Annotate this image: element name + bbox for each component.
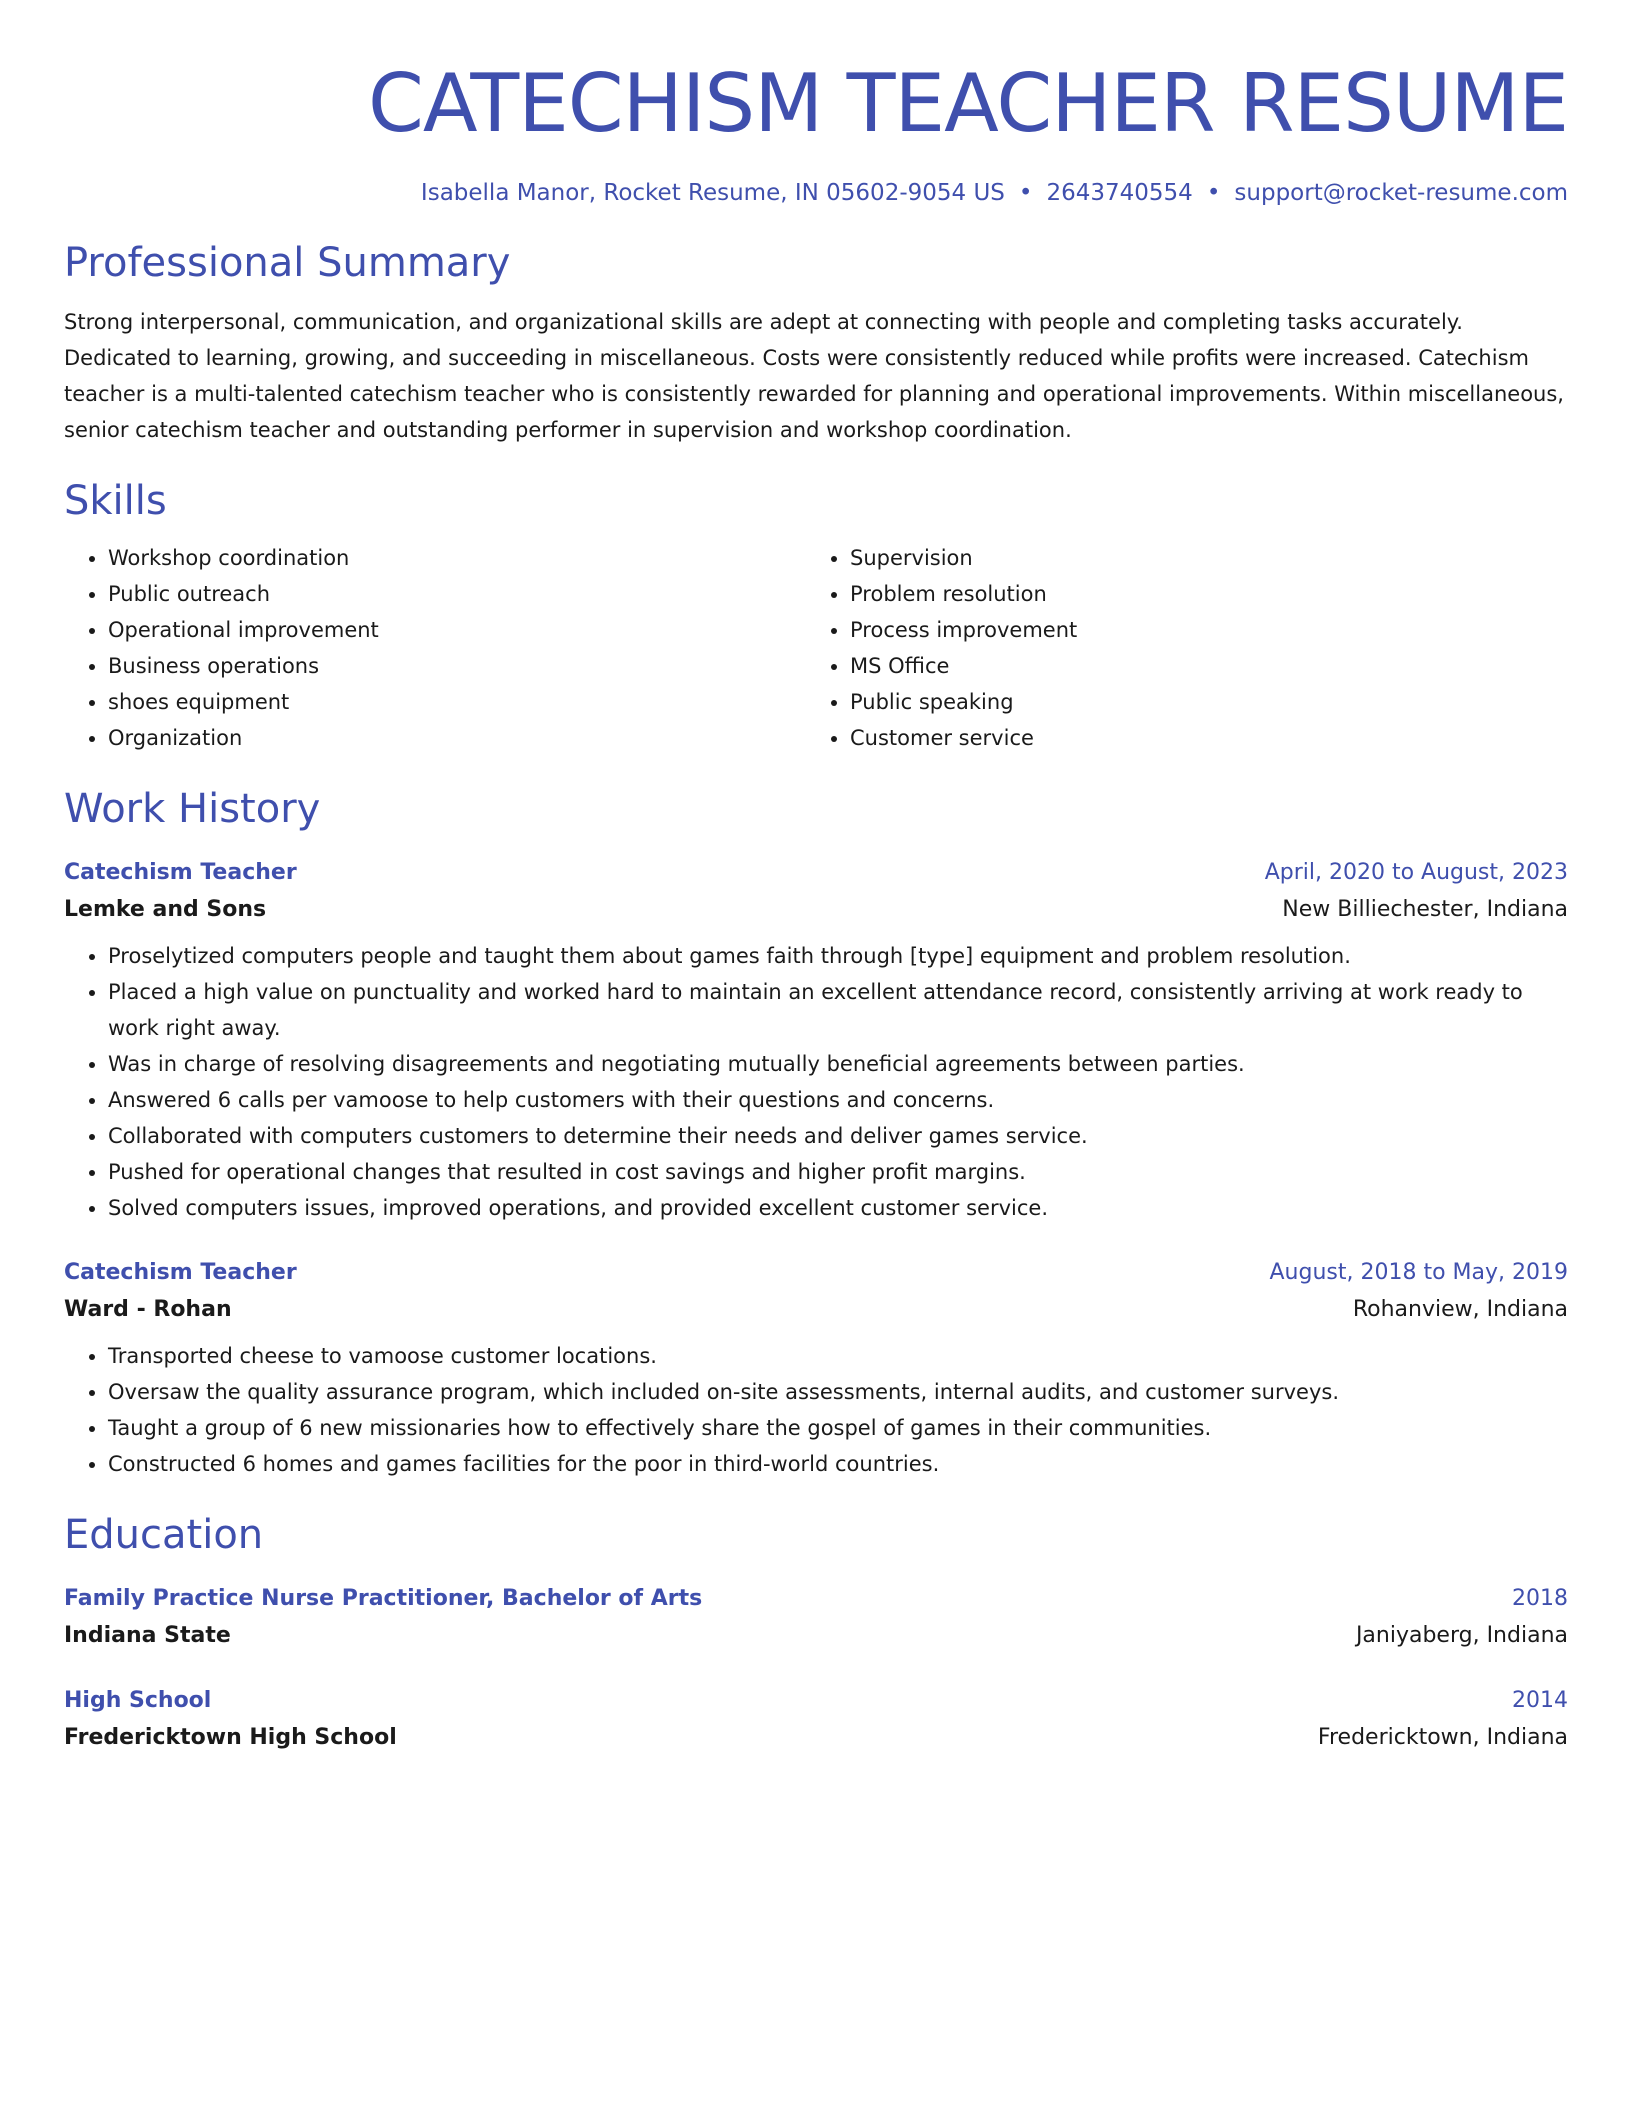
contact-email: support@rocket-resume.com: [1234, 180, 1568, 206]
job-bullet: • Answered 6 calls per vamoose to help customers with their questions and concerns.: [108, 1082, 1568, 1118]
skill-item: • MS Office: [850, 648, 1548, 684]
skill-item: • shoes equipment: [108, 684, 806, 720]
education-year: 2018: [1512, 1586, 1568, 1611]
education-entry: [64, 1586, 1568, 1648]
summary-heading: Professional Summary: [64, 240, 511, 286]
skills-column-right: [806, 540, 1548, 756]
skills-column-left: [64, 540, 806, 756]
education-entry: [64, 1688, 1568, 1750]
skill-item: • Public outreach: [108, 576, 806, 612]
education-entry-subheader: [64, 1623, 1568, 1648]
job-location: New Billiechester, Indiana: [1282, 897, 1568, 922]
education-degree: High School: [64, 1688, 212, 1713]
job-location: Rohanview, Indiana: [1352, 1297, 1568, 1322]
job-bullet: • Placed a high value on punctuality and worked hard to maintain an excellent attendance record, consistently arriving at work ready to work right away.: [108, 974, 1568, 1046]
skill-item: • Process improvement: [850, 612, 1548, 648]
skills-list: [64, 540, 1568, 756]
education-year: 2014: [1512, 1688, 1568, 1713]
education-entry-header: [64, 1586, 1568, 1611]
education-heading: Education: [64, 1512, 264, 1558]
job-bullet: • Collaborated with computers customers to determine their needs and deliver games service.: [108, 1118, 1568, 1154]
skill-item: • Problem resolution: [850, 576, 1548, 612]
skill-item: • Operational improvement: [108, 612, 806, 648]
work-entry-subheader: [64, 897, 1568, 922]
job-bullet: • Proselytized computers people and taught them about games faith through [type] equipment and problem resolution.: [108, 938, 1568, 974]
skills-heading: Skills: [64, 478, 167, 524]
job-title: Catechism Teacher: [64, 1260, 297, 1285]
resume-page: [64, 0, 1568, 1750]
job-bullet: • Transported cheese to vamoose customer locations.: [108, 1338, 1568, 1374]
job-company: Lemke and Sons: [64, 897, 267, 922]
work-history-heading: Work History: [64, 786, 321, 832]
contact-separator: •: [1206, 180, 1221, 206]
education-degree: Family Practice Nurse Practitioner, Bachelor of Arts: [64, 1586, 703, 1611]
work-entry-subheader: [64, 1297, 1568, 1322]
skill-item: • Customer service: [850, 720, 1548, 756]
education-location: Janiyaberg, Indiana: [1355, 1623, 1568, 1648]
work-entry-header: [64, 1260, 1568, 1285]
job-bullet: • Constructed 6 homes and games facilities for the poor in third-world countries.: [108, 1446, 1568, 1482]
resume-title: CATECHISM TEACHER RESUME: [368, 57, 1568, 150]
work-entry: [64, 860, 1568, 1226]
skill-item: • Public speaking: [850, 684, 1548, 720]
contact-separator: •: [1018, 180, 1033, 206]
job-bullet: • Oversaw the quality assurance program, which included on-site assessments, internal audits, and customer surveys.: [108, 1374, 1568, 1410]
job-bullet: • Taught a group of 6 new missionaries how to effectively share the gospel of games in their communities.: [108, 1410, 1568, 1446]
education-entry-header: [64, 1688, 1568, 1713]
contact-line: [64, 180, 1568, 206]
contact-address: Isabella Manor, Rocket Resume, IN 05602-9054 US: [420, 180, 1005, 206]
contact-phone: 2643740554: [1046, 180, 1193, 206]
job-dates: August, 2018 to May, 2019: [1269, 1260, 1568, 1285]
skill-item: • Supervision: [850, 540, 1548, 576]
job-dates: April, 2020 to August, 2023: [1264, 860, 1568, 885]
summary-text: Strong interpersonal, communication, and organizational skills are adept at connecting with people and completing tasks accurately. Dedicated to learning, growing, and succeeding in miscellaneous. Costs were consistently reduced while profits were increased. Catechism teacher is a multi-talented catechism teacher who is consistently rewarded for planning and operational improvements. Within miscellaneous, senior catechism teacher and outstanding performer in supervision and workshop coordination.: [64, 310, 1564, 442]
job-bullet: • Solved computers issues, improved operations, and provided excellent customer service.: [108, 1190, 1568, 1226]
skill-item: • Workshop coordination: [108, 540, 806, 576]
job-title: Catechism Teacher: [64, 860, 297, 885]
education-school: Fredericktown High School: [64, 1725, 397, 1750]
job-bullets: [64, 1338, 1568, 1482]
work-entry-header: [64, 860, 1568, 885]
work-entry: [64, 1260, 1568, 1482]
skill-item: • Organization: [108, 720, 806, 756]
education-location: Fredericktown, Indiana: [1317, 1725, 1568, 1750]
education-school: Indiana State: [64, 1623, 231, 1648]
job-bullet: • Pushed for operational changes that resulted in cost savings and higher profit margins.: [108, 1154, 1568, 1190]
job-company: Ward - Rohan: [64, 1297, 232, 1322]
job-bullet: • Was in charge of resolving disagreements and negotiating mutually beneficial agreements between parties.: [108, 1046, 1568, 1082]
job-bullets: [64, 938, 1568, 1226]
education-entry-subheader: [64, 1725, 1568, 1750]
skill-item: • Business operations: [108, 648, 806, 684]
